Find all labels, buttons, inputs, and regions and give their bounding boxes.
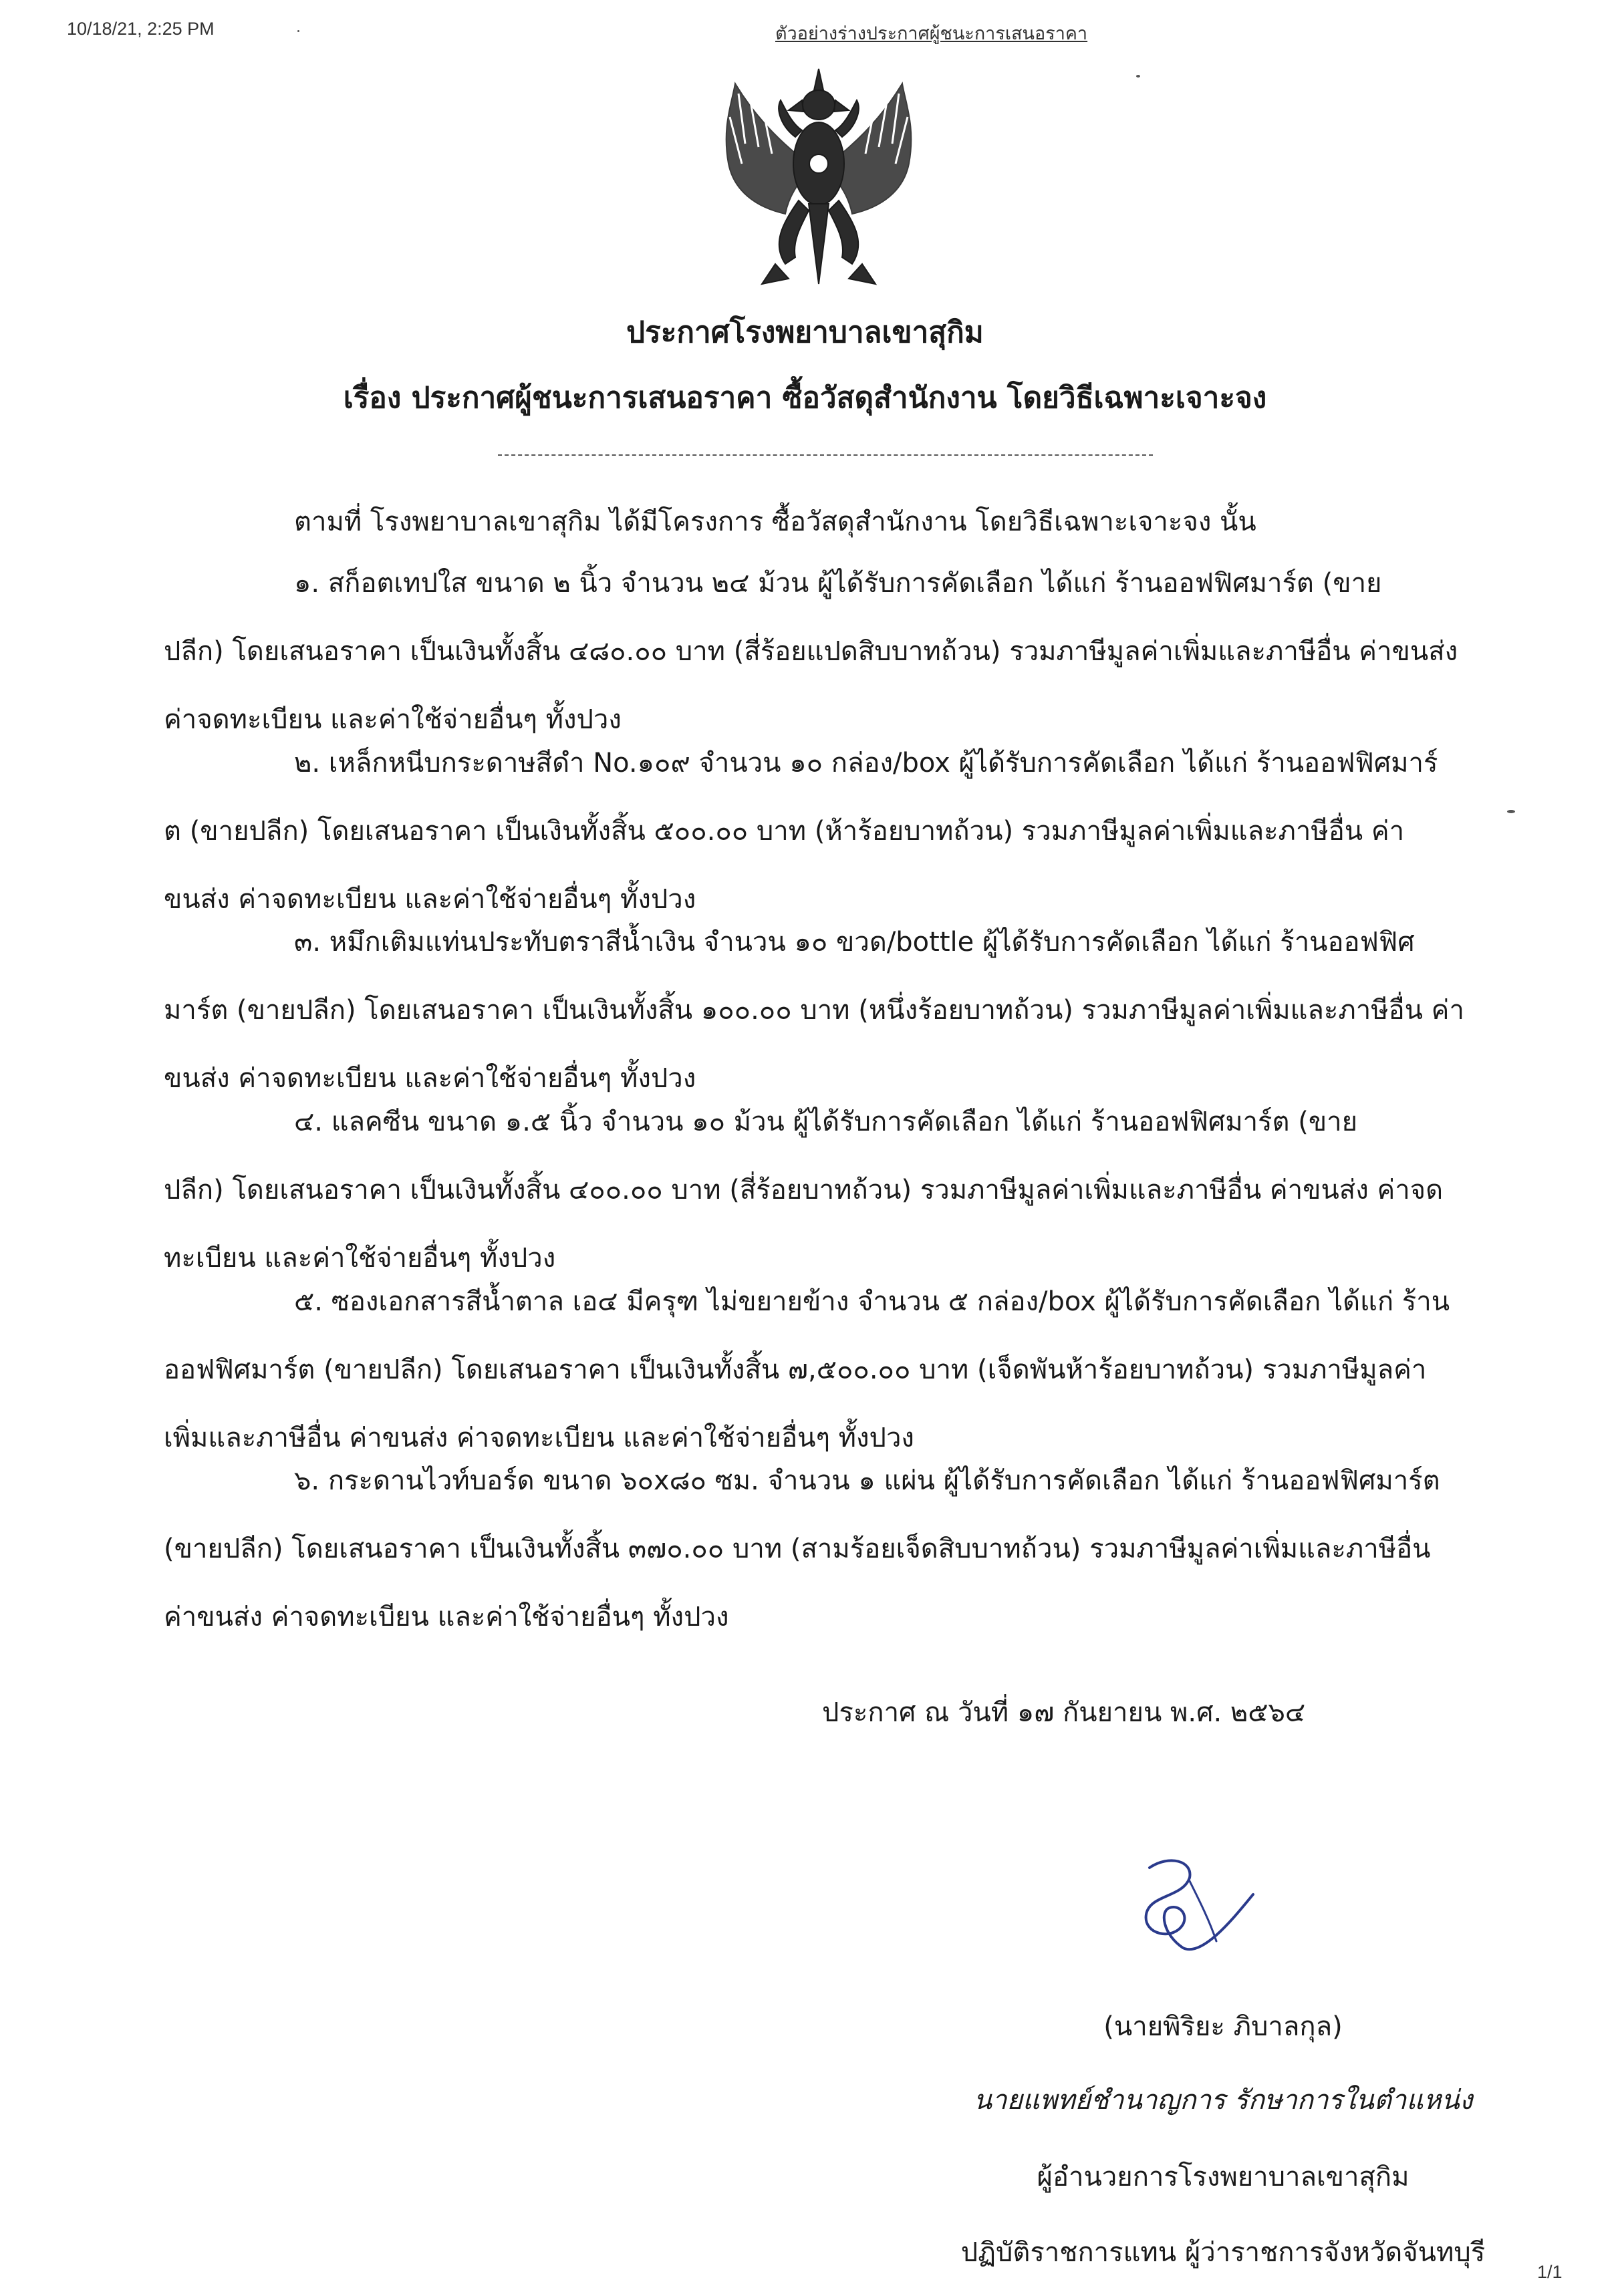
item-line: ๖. กระดานไวท์บอร์ด ขนาด ๖๐x๘๐ ซม. จำนวน ๑ แผ่น ผู้ได้รับการคัดเลือก ได้แก่ ร้านออฟฟิศมาร์ต xyxy=(294,1465,1440,1496)
item-line: ปลีก) โดยเสนอราคา เป็นเงินทั้งสิ้น ๔๐๐.๐๐ บาท (สี่ร้อยบาทถ้วน) รวมภาษีมูลค่าเพิ่มและภาษีอื่น ค่าขนส่ง ค่าจด xyxy=(164,1175,1444,1205)
garuda-emblem-icon xyxy=(708,63,929,301)
intro-text: ตามที่ โรงพยาบาลเขาสุกิม ได้มีโครงการ ซื้อวัสดุสำนักงาน โดยวิธีเฉพาะเจาะจง นั้น xyxy=(294,507,1256,537)
item-line: ออฟฟิศมาร์ต (ขายปลีก) โดยเสนอราคา เป็นเงินทั้งสิ้น ๗,๕๐๐.๐๐ บาท (เจ็ดพันห้าร้อยบาทถ้วน) รวมภาษีมูลค่า xyxy=(164,1354,1427,1385)
signer-name: (นายพิริยะ ภิบาลกุล) xyxy=(1103,2011,1343,2042)
item-line: ปลีก) โดยเสนอราคา เป็นเงินทั้งสิ้น ๔๘๐.๐๐ บาท (สี่ร้อยแปดสิบบาทถ้วน) รวมภาษีมูลค่าเพิ่มและภาษีอื่น ค่าขนส่ง xyxy=(164,636,1458,667)
page-number: 1/1 xyxy=(1537,2262,1563,2282)
scan-speck xyxy=(297,30,299,32)
print-datetime: 10/18/21, 2:25 PM xyxy=(67,19,215,39)
item-paragraph xyxy=(164,729,1460,934)
item-line: (ขายปลีก) โดยเสนอราคา เป็นเงินทั้งสิ้น ๓๗๐.๐๐ บาท (สามร้อยเจ็ดสิบบาทถ้วน) รวมภาษีมูลค่าเพิ่มและภาษีอื่น xyxy=(164,1534,1431,1564)
item-line: ๕. ซองเอกสารสีน้ำตาล เอ๔ มีครุฑ ไม่ขยายข้าง จำนวน ๕ กล่อง/box ผู้ได้รับการคัดเลือก ได้แก่ ร้าน xyxy=(294,1286,1450,1317)
item-paragraph xyxy=(164,1088,1460,1292)
announcement-subject: เรื่อง ประกาศผู้ชนะการเสนอราคา ซื้อวัสดุสำนักงาน โดยวิธีเฉพาะเจาะจง xyxy=(343,381,1267,415)
item-line: ค่าขนส่ง ค่าจดทะเบียน และค่าใช้จ่ายอื่นๆ ทั้งปวง xyxy=(164,1602,729,1632)
signer-position: นายแพทย์ชำนาญการ รักษาการในตำแหน่ง xyxy=(973,2085,1473,2116)
item-paragraph xyxy=(164,1447,1460,1651)
item-paragraph xyxy=(164,549,1460,754)
signer-director-title: ผู้อำนวยการโรงพยาบาลเขาสุกิม xyxy=(1037,2162,1410,2192)
print-header-title: ตัวอย่างร่างประกาศผู้ชนะการเสนอราคา xyxy=(775,23,1088,43)
signer-acting-for: ปฏิบัติราชการแทน ผู้ว่าราชการจังหวัดจันทบุรี xyxy=(960,2237,1486,2268)
scan-speck xyxy=(1136,75,1140,78)
item-paragraph xyxy=(164,1268,1460,1472)
scan-speck xyxy=(1507,810,1515,813)
announcement-title: ประกาศโรงพยาบาลเขาสุกิม xyxy=(626,315,984,349)
item-line: มาร์ต (ขายปลีก) โดยเสนอราคา เป็นเงินทั้งสิ้น ๑๐๐.๐๐ บาท (หนึ่งร้อยบาทถ้วน) รวมภาษีมูลค่าเพิ่มและภาษีอื่น ค่า xyxy=(164,995,1464,1026)
item-line: ทะเบียน และค่าใช้จ่ายอื่นๆ ทั้งปวง xyxy=(164,1243,556,1274)
title-divider xyxy=(498,454,1153,456)
item-line: ค่าจดทะเบียน และค่าใช้จ่ายอื่นๆ ทั้งปวง xyxy=(164,704,622,735)
item-line: ต (ขายปลีก) โดยเสนอราคา เป็นเงินทั้งสิ้น ๕๐๐.๐๐ บาท (ห้าร้อยบาทถ้วน) รวมภาษีมูลค่าเพิ่มและภาษีอื่น ค่า xyxy=(164,816,1405,847)
item-line: ๓. หมึกเติมแท่นประทับตราสีน้ำเงิน จำนวน ๑๐ ขวด/bottle ผู้ได้รับการคัดเลือก ได้แก่ ร้านออฟฟิศ xyxy=(294,927,1415,958)
handwritten-signature xyxy=(1109,1841,1270,1975)
announcement-date: ประกาศ ณ วันที่ ๑๗ กันยายน พ.ศ. ๒๕๖๔ xyxy=(822,1697,1306,1728)
item-line: ๑. สก็อตเทปใส ขนาด ๒ นิ้ว จำนวน ๒๔ ม้วน ผู้ได้รับการคัดเลือก ได้แก่ ร้านออฟฟิศมาร์ต (ขาย xyxy=(294,568,1382,599)
item-paragraph xyxy=(164,908,1464,1113)
item-line: ๒. เหล็กหนีบกระดาษสีดำ No.๑๐๙ จำนวน ๑๐ กล่อง/box ผู้ได้รับการคัดเลือก ได้แก่ ร้านออฟฟิศมาร์ xyxy=(294,748,1438,778)
item-line: ๔. แลคซีน ขนาด ๑.๕ นิ้ว จำนวน ๑๐ ม้วน ผู้ได้รับการคัดเลือก ได้แก่ ร้านออฟฟิศมาร์ต (ขาย xyxy=(294,1107,1358,1137)
item-line: เพิ่มและภาษีอื่น ค่าขนส่ง ค่าจดทะเบียน และค่าใช้จ่ายอื่นๆ ทั้งปวง xyxy=(164,1423,914,1453)
intro-paragraph xyxy=(164,488,1460,556)
item-line: ขนส่ง ค่าจดทะเบียน และค่าใช้จ่ายอื่นๆ ทั้งปวง xyxy=(164,884,696,915)
item-line: ขนส่ง ค่าจดทะเบียน และค่าใช้จ่ายอื่นๆ ทั้งปวง xyxy=(164,1063,696,1094)
